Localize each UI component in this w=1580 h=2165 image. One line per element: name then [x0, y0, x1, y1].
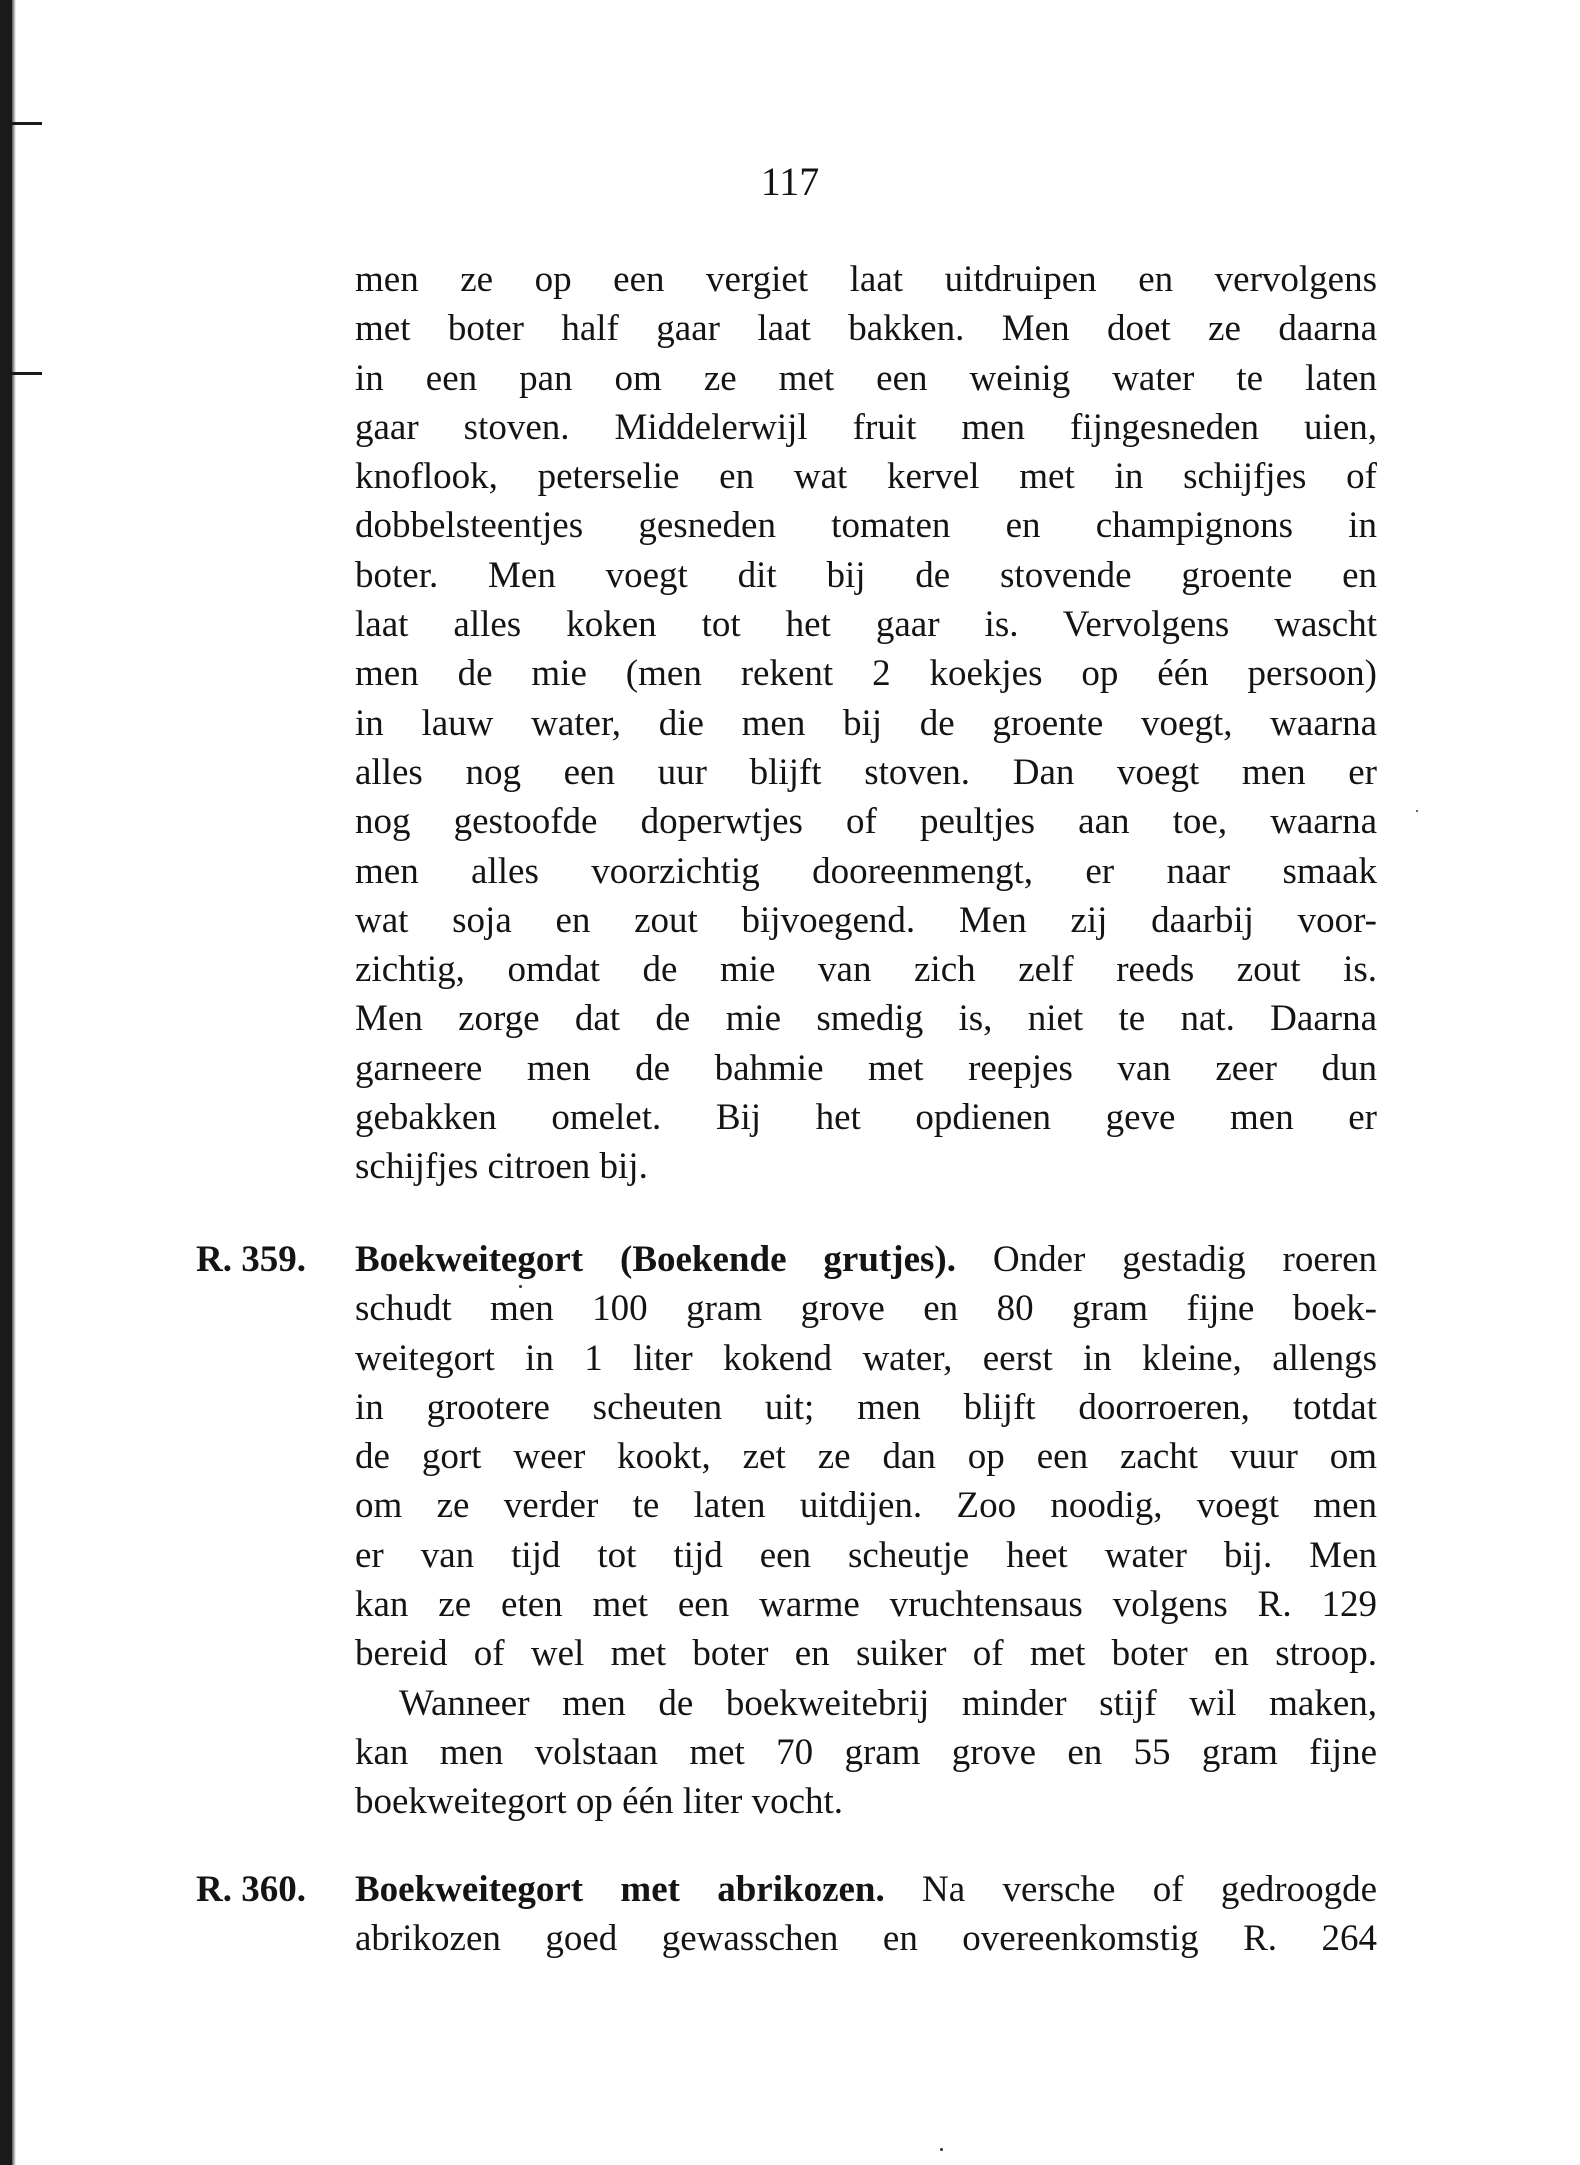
text-line: laat alles koken tot het gaar is. Vervolgens wascht: [355, 604, 1377, 646]
recipe-body: [355, 1865, 1377, 1964]
continuation-paragraph: [355, 255, 1377, 1192]
text-line: men ze op een vergiet laat uitdruipen en vervolgens: [355, 259, 1377, 300]
text-line: kan men volstaan met 70 gram grove en 55 gram fijne: [355, 1731, 1377, 1773]
recipe-title: Boekweitegort met abrikozen.: [355, 1869, 885, 1910]
page-number: 117: [760, 159, 820, 204]
text-line: alles nog een uur blijft stoven. Dan voegt men er: [355, 751, 1377, 793]
text-line: knoflook, peterselie en wat kervel met in schijfjes of: [355, 456, 1377, 498]
text-line: Wanneer men de boekweitebrij minder stijf wil maken,: [399, 1682, 1377, 1724]
text-line: gebakken omelet. Bij het opdienen geve men er: [355, 1097, 1377, 1139]
text-line: met boter half gaar laat bakken. Men doet ze daarna: [355, 308, 1377, 350]
text-line: men de mie (men rekent 2 koekjes op één persoon): [355, 653, 1377, 695]
text-line: gaar stoven. Middelerwijl fruit men fijngesneden uien,: [355, 406, 1377, 448]
text-line: bereid of wel met boter en suiker of met boter en stroop.: [355, 1633, 1377, 1675]
text-line: schijfjes citroen bij.: [355, 1146, 648, 1188]
text-line: weitegort in 1 liter kokend water, eerst in kleine, allengs: [355, 1337, 1377, 1379]
text-line: schudt men 100 gram grove en 80 gram fijne boek-: [355, 1288, 1377, 1330]
recipe-number: R. 360.: [196, 1869, 306, 1910]
text-line: er van tijd tot tijd een scheutje heet water bij. Men: [355, 1534, 1377, 1576]
text-line: wat soja en zout bijvoegend. Men zij daarbij voor-: [355, 899, 1377, 941]
text-line: dobbelsteentjes gesneden tomaten en champignons in: [355, 505, 1377, 547]
text-line: nog gestoofde doperwtjes of peultjes aan toe, waarna: [355, 801, 1377, 843]
text-line: in lauw water, die men bij de groente voegt, waarna: [355, 702, 1377, 744]
scan-speck: [1416, 810, 1418, 812]
text-line: de gort weer kookt, zet ze dan op een zacht vuur om: [355, 1436, 1377, 1478]
recipe-first-line: [355, 1235, 1377, 1284]
recipe-359: [196, 1235, 1377, 1835]
scan-binding-shadow: [12, 0, 16, 2165]
text-line: in grootere scheuten uit; men blijft doorroeren, totdat: [355, 1386, 1377, 1428]
recipe-title: Boekweitegort (Boekende grutjes).: [355, 1239, 956, 1280]
scan-speck: [519, 1285, 522, 1288]
text-line: boter. Men voegt dit bij de stovende groente en: [355, 554, 1377, 596]
text-line: zichtig, omdat de mie van zich zelf reeds zout is.: [355, 949, 1377, 991]
text-line: in een pan om ze met een weinig water te laten: [355, 357, 1377, 399]
scan-speck: [940, 2148, 943, 2151]
text-line: kan ze eten met een warme vruchtensaus volgens R. 129: [355, 1584, 1377, 1626]
text-line: abrikozen goed gewasschen en overeenkomstig R. 264: [355, 1918, 1377, 1960]
recipe-360: [196, 1865, 1377, 1975]
recipe-number: R. 359.: [196, 1239, 306, 1280]
scan-binding-edge: [0, 0, 12, 2165]
text-fragment: Onder gestadig roeren: [992, 1239, 1377, 1280]
text-line: garneere men de bahmie met reepjes van zeer dun: [355, 1047, 1377, 1089]
recipe-body: [355, 1235, 1377, 1827]
scan-binding-mark: [10, 122, 42, 125]
text-line: om ze verder te laten uitdijen. Zoo noodig, voegt men: [355, 1485, 1377, 1527]
text-line: Men zorge dat de mie smedig is, niet te nat. Daarna: [355, 998, 1377, 1040]
text-line: boekweitegort op één liter vocht.: [355, 1781, 844, 1823]
recipe-first-line: [355, 1865, 1377, 1914]
text-fragment: Na versche of gedroogde: [922, 1869, 1377, 1910]
scan-binding-mark: [10, 372, 42, 375]
text-line: men alles voorzichtig dooreenmengt, er naar smaak: [355, 850, 1377, 892]
